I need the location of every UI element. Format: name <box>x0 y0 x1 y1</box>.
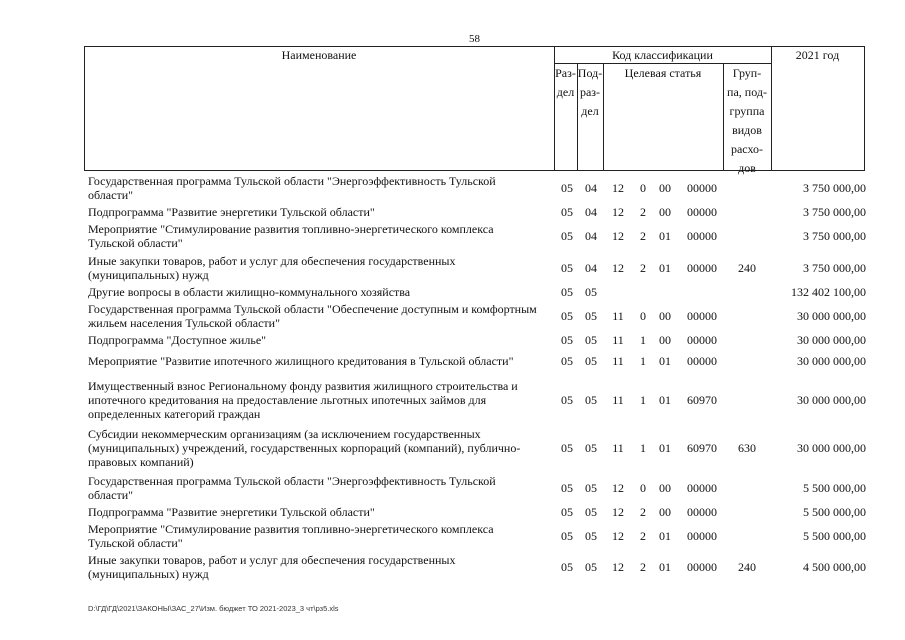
row-rz: 05 <box>561 181 573 195</box>
row-t2: 2 <box>640 205 646 219</box>
row-amount: 132 402 100,00 <box>791 285 866 299</box>
table-row <box>84 333 884 347</box>
row-pr: 04 <box>585 205 597 219</box>
table-row <box>84 254 884 282</box>
page-number: 58 <box>469 33 480 45</box>
row-t3: 01 <box>659 393 671 407</box>
row-pr: 05 <box>585 505 597 519</box>
table-row <box>84 379 884 421</box>
row-t4: 00000 <box>687 181 717 195</box>
table-row <box>84 174 884 202</box>
row-pr: 05 <box>585 481 597 495</box>
row-t1: 12 <box>612 529 624 543</box>
row-t2: 1 <box>640 441 646 455</box>
row-t3: 00 <box>659 481 671 495</box>
table-row <box>84 222 884 250</box>
row-t4: 00000 <box>687 481 717 495</box>
row-t1: 12 <box>612 261 624 275</box>
table-header <box>84 46 865 175</box>
row-t4: 60970 <box>687 393 717 407</box>
row-t2: 0 <box>640 309 646 323</box>
row-name: Государственная программа Тульской области "Обеспечение доступным и комфортным жильем населения Тульской области" <box>88 302 537 330</box>
row-pr: 05 <box>585 393 597 407</box>
row-t1: 12 <box>612 560 624 574</box>
row-t2: 1 <box>640 333 646 347</box>
row-rz: 05 <box>561 229 573 243</box>
row-amount: 3 750 000,00 <box>803 181 866 195</box>
row-t3: 01 <box>659 560 671 574</box>
row-name: Подпрограмма "Доступное жилье" <box>88 333 267 347</box>
row-amount: 3 750 000,00 <box>803 261 866 275</box>
table-row <box>84 302 884 330</box>
row-name: Иные закупки товаров, работ и услуг для обеспечения государственных (муниципальных) нужд <box>88 254 456 282</box>
row-rz: 05 <box>561 441 573 455</box>
row-name: Другие вопросы в области жилищно-коммунального хозяйства <box>88 285 411 299</box>
row-pr: 04 <box>585 229 597 243</box>
row-rz: 05 <box>561 481 573 495</box>
row-t2: 2 <box>640 229 646 243</box>
row-t3: 00 <box>659 309 671 323</box>
header-target: Целевая статья <box>624 66 702 80</box>
row-name: Подпрограмма "Развитие энергетики Тульской области" <box>88 505 375 519</box>
row-rz: 05 <box>561 505 573 519</box>
row-t3: 01 <box>659 229 671 243</box>
row-t1: 12 <box>612 229 624 243</box>
table-row <box>84 522 884 550</box>
row-name: Мероприятие "Стимулирование развития топливно-энергетического комплекса Тульской области" <box>88 522 494 550</box>
row-t1: 11 <box>612 441 624 455</box>
row-t4: 60970 <box>687 441 717 455</box>
header-year: 2021 год <box>795 48 840 62</box>
row-amount: 30 000 000,00 <box>797 393 866 407</box>
row-amount: 30 000 000,00 <box>797 354 866 368</box>
row-rz: 05 <box>561 354 573 368</box>
row-t2: 1 <box>640 393 646 407</box>
table-row <box>84 354 884 368</box>
header-razdel: Раз- дел <box>555 66 576 99</box>
row-t3: 00 <box>659 505 671 519</box>
row-amount: 5 500 000,00 <box>803 505 866 519</box>
row-t3: 01 <box>659 529 671 543</box>
table-row <box>84 427 884 469</box>
row-rz: 05 <box>561 309 573 323</box>
row-t1: 11 <box>612 333 624 347</box>
row-amount: 5 500 000,00 <box>803 529 866 543</box>
table-row <box>84 205 884 219</box>
row-amount: 3 750 000,00 <box>803 229 866 243</box>
header-group: Груп- па, под- группа видов расхо- дов <box>727 66 767 175</box>
row-name: Подпрограмма "Развитие энергетики Тульской области" <box>88 205 375 219</box>
row-t4: 00000 <box>687 261 717 275</box>
row-t3: 01 <box>659 261 671 275</box>
row-pr: 05 <box>585 333 597 347</box>
row-t1: 12 <box>612 505 624 519</box>
row-t4: 00000 <box>687 505 717 519</box>
row-pr: 05 <box>585 285 597 299</box>
row-vr: 240 <box>738 261 756 275</box>
row-pr: 04 <box>585 181 597 195</box>
row-t2: 2 <box>640 505 646 519</box>
row-t1: 12 <box>612 181 624 195</box>
row-t1: 12 <box>612 481 624 495</box>
row-amount: 5 500 000,00 <box>803 481 866 495</box>
row-amount: 30 000 000,00 <box>797 441 866 455</box>
row-amount: 30 000 000,00 <box>797 309 866 323</box>
row-rz: 05 <box>561 205 573 219</box>
row-amount: 3 750 000,00 <box>803 205 866 219</box>
row-amount: 30 000 000,00 <box>797 333 866 347</box>
row-t3: 00 <box>659 205 671 219</box>
row-t3: 01 <box>659 354 671 368</box>
row-t4: 00000 <box>687 333 717 347</box>
row-t2: 1 <box>640 354 646 368</box>
header-code: Код классификации <box>612 48 713 62</box>
row-t1: 11 <box>612 393 624 407</box>
row-name: Мероприятие "Развитие ипотечного жилищного кредитования в Тульской области" <box>88 354 514 368</box>
row-t4: 00000 <box>687 229 717 243</box>
file-path-footer: D:\ГД\ГД\2021\ЗАКОНЫ\ЗАС_27\Изм. бюджет ТО 2021-2023_3 чт\рз5.xls <box>88 604 339 613</box>
row-t1: 11 <box>612 354 624 368</box>
row-name: Государственная программа Тульской области "Энергоэффективность Тульской области" <box>88 174 496 202</box>
header-podrazdel: Под- раз- дел <box>577 66 603 118</box>
row-t3: 01 <box>659 441 671 455</box>
row-rz: 05 <box>561 261 573 275</box>
row-rz: 05 <box>561 560 573 574</box>
row-rz: 05 <box>561 393 573 407</box>
row-pr: 05 <box>585 560 597 574</box>
row-t4: 00000 <box>687 560 717 574</box>
row-name: Государственная программа Тульской области "Энергоэффективность Тульской области" <box>88 474 496 502</box>
row-pr: 05 <box>585 529 597 543</box>
row-vr: 630 <box>738 441 756 455</box>
table-row <box>84 553 884 581</box>
row-t2: 2 <box>640 560 646 574</box>
row-t2: 0 <box>640 481 646 495</box>
row-name: Иные закупки товаров, работ и услуг для обеспечения государственных (муниципальных) нужд <box>88 553 456 581</box>
row-t4: 00000 <box>687 205 717 219</box>
row-pr: 04 <box>585 261 597 275</box>
row-pr: 05 <box>585 309 597 323</box>
table-row <box>84 474 884 502</box>
row-t3: 00 <box>659 333 671 347</box>
table-row <box>84 285 884 299</box>
row-t4: 00000 <box>687 529 717 543</box>
row-pr: 05 <box>585 354 597 368</box>
row-t4: 00000 <box>687 309 717 323</box>
row-rz: 05 <box>561 285 573 299</box>
row-t2: 2 <box>640 529 646 543</box>
header-name: Наименование <box>281 48 357 62</box>
row-name: Имущественный взнос Региональному фонду развития жилищного строительства и ипотечного кредитования на предоставление льготных ипотечных займов для определенных категорий граждан <box>88 379 518 421</box>
table-row <box>84 505 884 519</box>
row-t3: 00 <box>659 181 671 195</box>
row-amount: 4 500 000,00 <box>803 560 866 574</box>
row-name: Мероприятие "Стимулирование развития топливно-энергетического комплекса Тульской области" <box>88 222 494 250</box>
row-name: Субсидии некоммерческим организациям (за исключением государственных (муниципальных) учреждений, государственных корпораций (компаний), публично- правовых компаний) <box>88 427 521 469</box>
row-t2: 0 <box>640 181 646 195</box>
row-t4: 00000 <box>687 354 717 368</box>
row-t2: 2 <box>640 261 646 275</box>
row-vr: 240 <box>738 560 756 574</box>
row-rz: 05 <box>561 333 573 347</box>
row-t1: 12 <box>612 205 624 219</box>
row-t1: 11 <box>612 309 624 323</box>
row-pr: 05 <box>585 441 597 455</box>
row-rz: 05 <box>561 529 573 543</box>
